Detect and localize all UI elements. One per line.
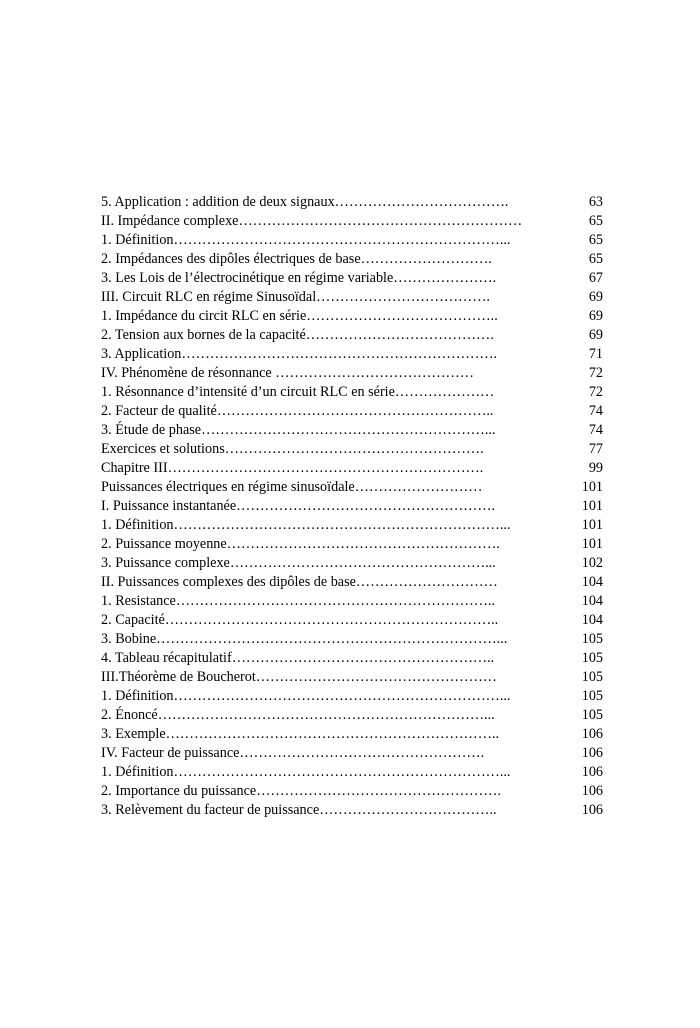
toc-entry-title: III.Théorème de Boucherot…………………………………………… [101, 669, 497, 685]
toc-entry-title: 2. Tension aux bornes de la capacité…………………………………. [101, 327, 494, 343]
toc-entry-title: II. Impédance complexe…………………………………………………… [101, 213, 523, 229]
toc-entry-page: 77 [588, 441, 603, 457]
toc-entry-title: Exercices et solutions………………………………………………. [101, 441, 484, 457]
toc-entry-title: 3. Les Lois de l’électrocinétique en régime variable…………………. [101, 270, 497, 286]
toc-entry-title: 3. Relèvement du facteur de puissance……………………………….. [101, 802, 497, 818]
toc-entry [101, 573, 603, 592]
toc-entry [101, 231, 603, 250]
toc-entry [101, 516, 603, 535]
toc-entry-title: 3. Étude de phase……………………………………………………... [101, 422, 496, 438]
toc-entry-page: 99 [588, 460, 603, 476]
toc-entry-title: 1. Définition……………………………………………………………... [101, 517, 511, 533]
toc-entry-page: 71 [588, 346, 603, 362]
toc-entry-page: 106 [581, 802, 603, 818]
toc-entry [101, 687, 603, 706]
toc-entry-page: 101 [581, 479, 603, 495]
toc-entry-page: 106 [581, 745, 603, 761]
toc-entry [101, 459, 603, 478]
table-of-contents [101, 193, 603, 820]
toc-entry-title: Puissances électriques en régime sinusoïdale……………………… [101, 479, 483, 495]
toc-entry [101, 744, 603, 763]
toc-entry [101, 535, 603, 554]
toc-entry-page: 69 [588, 289, 603, 305]
toc-entry-title: 2. Impédances des dipôles électriques de base………………………. [101, 251, 492, 267]
toc-entry-page: 105 [581, 631, 603, 647]
toc-entry-title: 4. Tableau récapitulatif……………………………………………….. [101, 650, 495, 666]
toc-entry-page: 101 [581, 536, 603, 552]
toc-entry [101, 402, 603, 421]
toc-entry [101, 364, 603, 383]
toc-entry [101, 630, 603, 649]
toc-entry-page: 67 [588, 270, 603, 286]
toc-entry [101, 725, 603, 744]
toc-entry-title: IV. Facteur de puissance……………………………………………. [101, 745, 485, 761]
toc-entry [101, 478, 603, 497]
toc-entry [101, 269, 603, 288]
toc-entry-page: 106 [581, 764, 603, 780]
toc-entry-title: 1. Résonnance d’intensité d’un circuit RLC en série………………… [101, 384, 495, 400]
toc-entry-title: 5. Application : addition de deux signaux………………………………. [101, 194, 509, 210]
toc-entry-page: 106 [581, 783, 603, 799]
toc-entry-page: 105 [581, 650, 603, 666]
toc-entry-title: 3. Application…………………………………………………………. [101, 346, 498, 362]
toc-entry-title: 1. Définition……………………………………………………………... [101, 232, 511, 248]
toc-entry-title: 1. Resistance………………………………………………………….. [101, 593, 496, 609]
toc-entry [101, 307, 603, 326]
toc-entry-title: Chapitre III…………………………………………………………. [101, 460, 484, 476]
toc-entry-page: 101 [581, 517, 603, 533]
toc-entry [101, 383, 603, 402]
toc-entry-page: 102 [581, 555, 603, 571]
toc-entry-title: 3. Bobine………………………………………………………………... [101, 631, 508, 647]
toc-entry [101, 421, 603, 440]
toc-entry-page: 105 [581, 707, 603, 723]
toc-entry [101, 801, 603, 820]
toc-entry-title: 2. Capacité…………………………………………………………….. [101, 612, 499, 628]
toc-entry-page: 106 [581, 726, 603, 742]
toc-entry-title: 2. Importance du puissance……………………………………………. [101, 783, 501, 799]
toc-entry-title: 1. Définition……………………………………………………………... [101, 688, 511, 704]
toc-entry [101, 345, 603, 364]
toc-entry-page: 72 [588, 365, 603, 381]
toc-entry-title: 2. Puissance moyenne…………………………………………………. [101, 536, 500, 552]
toc-entry-page: 65 [588, 251, 603, 267]
toc-entry-title: I. Puissance instantanée………………………………………………. [101, 498, 496, 514]
toc-entry [101, 592, 603, 611]
toc-entry-title: II. Puissances complexes des dipôles de base………………………… [101, 574, 498, 590]
toc-entry-page: 104 [581, 574, 603, 590]
toc-entry [101, 763, 603, 782]
toc-entry-title: 3. Puissance complexe………………………………………………... [101, 555, 496, 571]
toc-entry-page: 69 [588, 308, 603, 324]
toc-entry-title: IV. Phénomène de résonnance …………………………………… [101, 365, 474, 381]
toc-entry-title: 1. Définition……………………………………………………………... [101, 764, 511, 780]
toc-entry-page: 65 [588, 213, 603, 229]
toc-entry-page: 101 [581, 498, 603, 514]
toc-entry-page: 72 [588, 384, 603, 400]
toc-entry [101, 250, 603, 269]
toc-entry-page: 105 [581, 688, 603, 704]
toc-entry-title: III. Circuit RLC en régime Sinusoïdal………………………………. [101, 289, 490, 305]
toc-entry-title: 2. Énoncé……………………………………………………………... [101, 707, 495, 723]
toc-entry [101, 326, 603, 345]
toc-entry [101, 193, 603, 212]
toc-entry-page: 74 [588, 422, 603, 438]
toc-entry-page: 65 [588, 232, 603, 248]
toc-entry-title: 2. Facteur de qualité………………………………………………….. [101, 403, 494, 419]
toc-entry [101, 554, 603, 573]
toc-entry-page: 104 [581, 593, 603, 609]
toc-entry-title: 1. Impédance du circit RLC en série………………………………….. [101, 308, 498, 324]
toc-entry [101, 782, 603, 801]
toc-entry-title: 3. Exemple…………………………………………………………….. [101, 726, 500, 742]
toc-entry [101, 611, 603, 630]
toc-entry [101, 649, 603, 668]
toc-entry-page: 105 [581, 669, 603, 685]
toc-entry-page: 69 [588, 327, 603, 343]
toc-entry [101, 212, 603, 231]
toc-entry [101, 668, 603, 687]
toc-entry-page: 63 [588, 194, 603, 210]
toc-entry [101, 288, 603, 307]
toc-entry-page: 74 [588, 403, 603, 419]
toc-entry-page: 104 [581, 612, 603, 628]
toc-entry [101, 440, 603, 459]
toc-entry [101, 706, 603, 725]
toc-entry [101, 497, 603, 516]
